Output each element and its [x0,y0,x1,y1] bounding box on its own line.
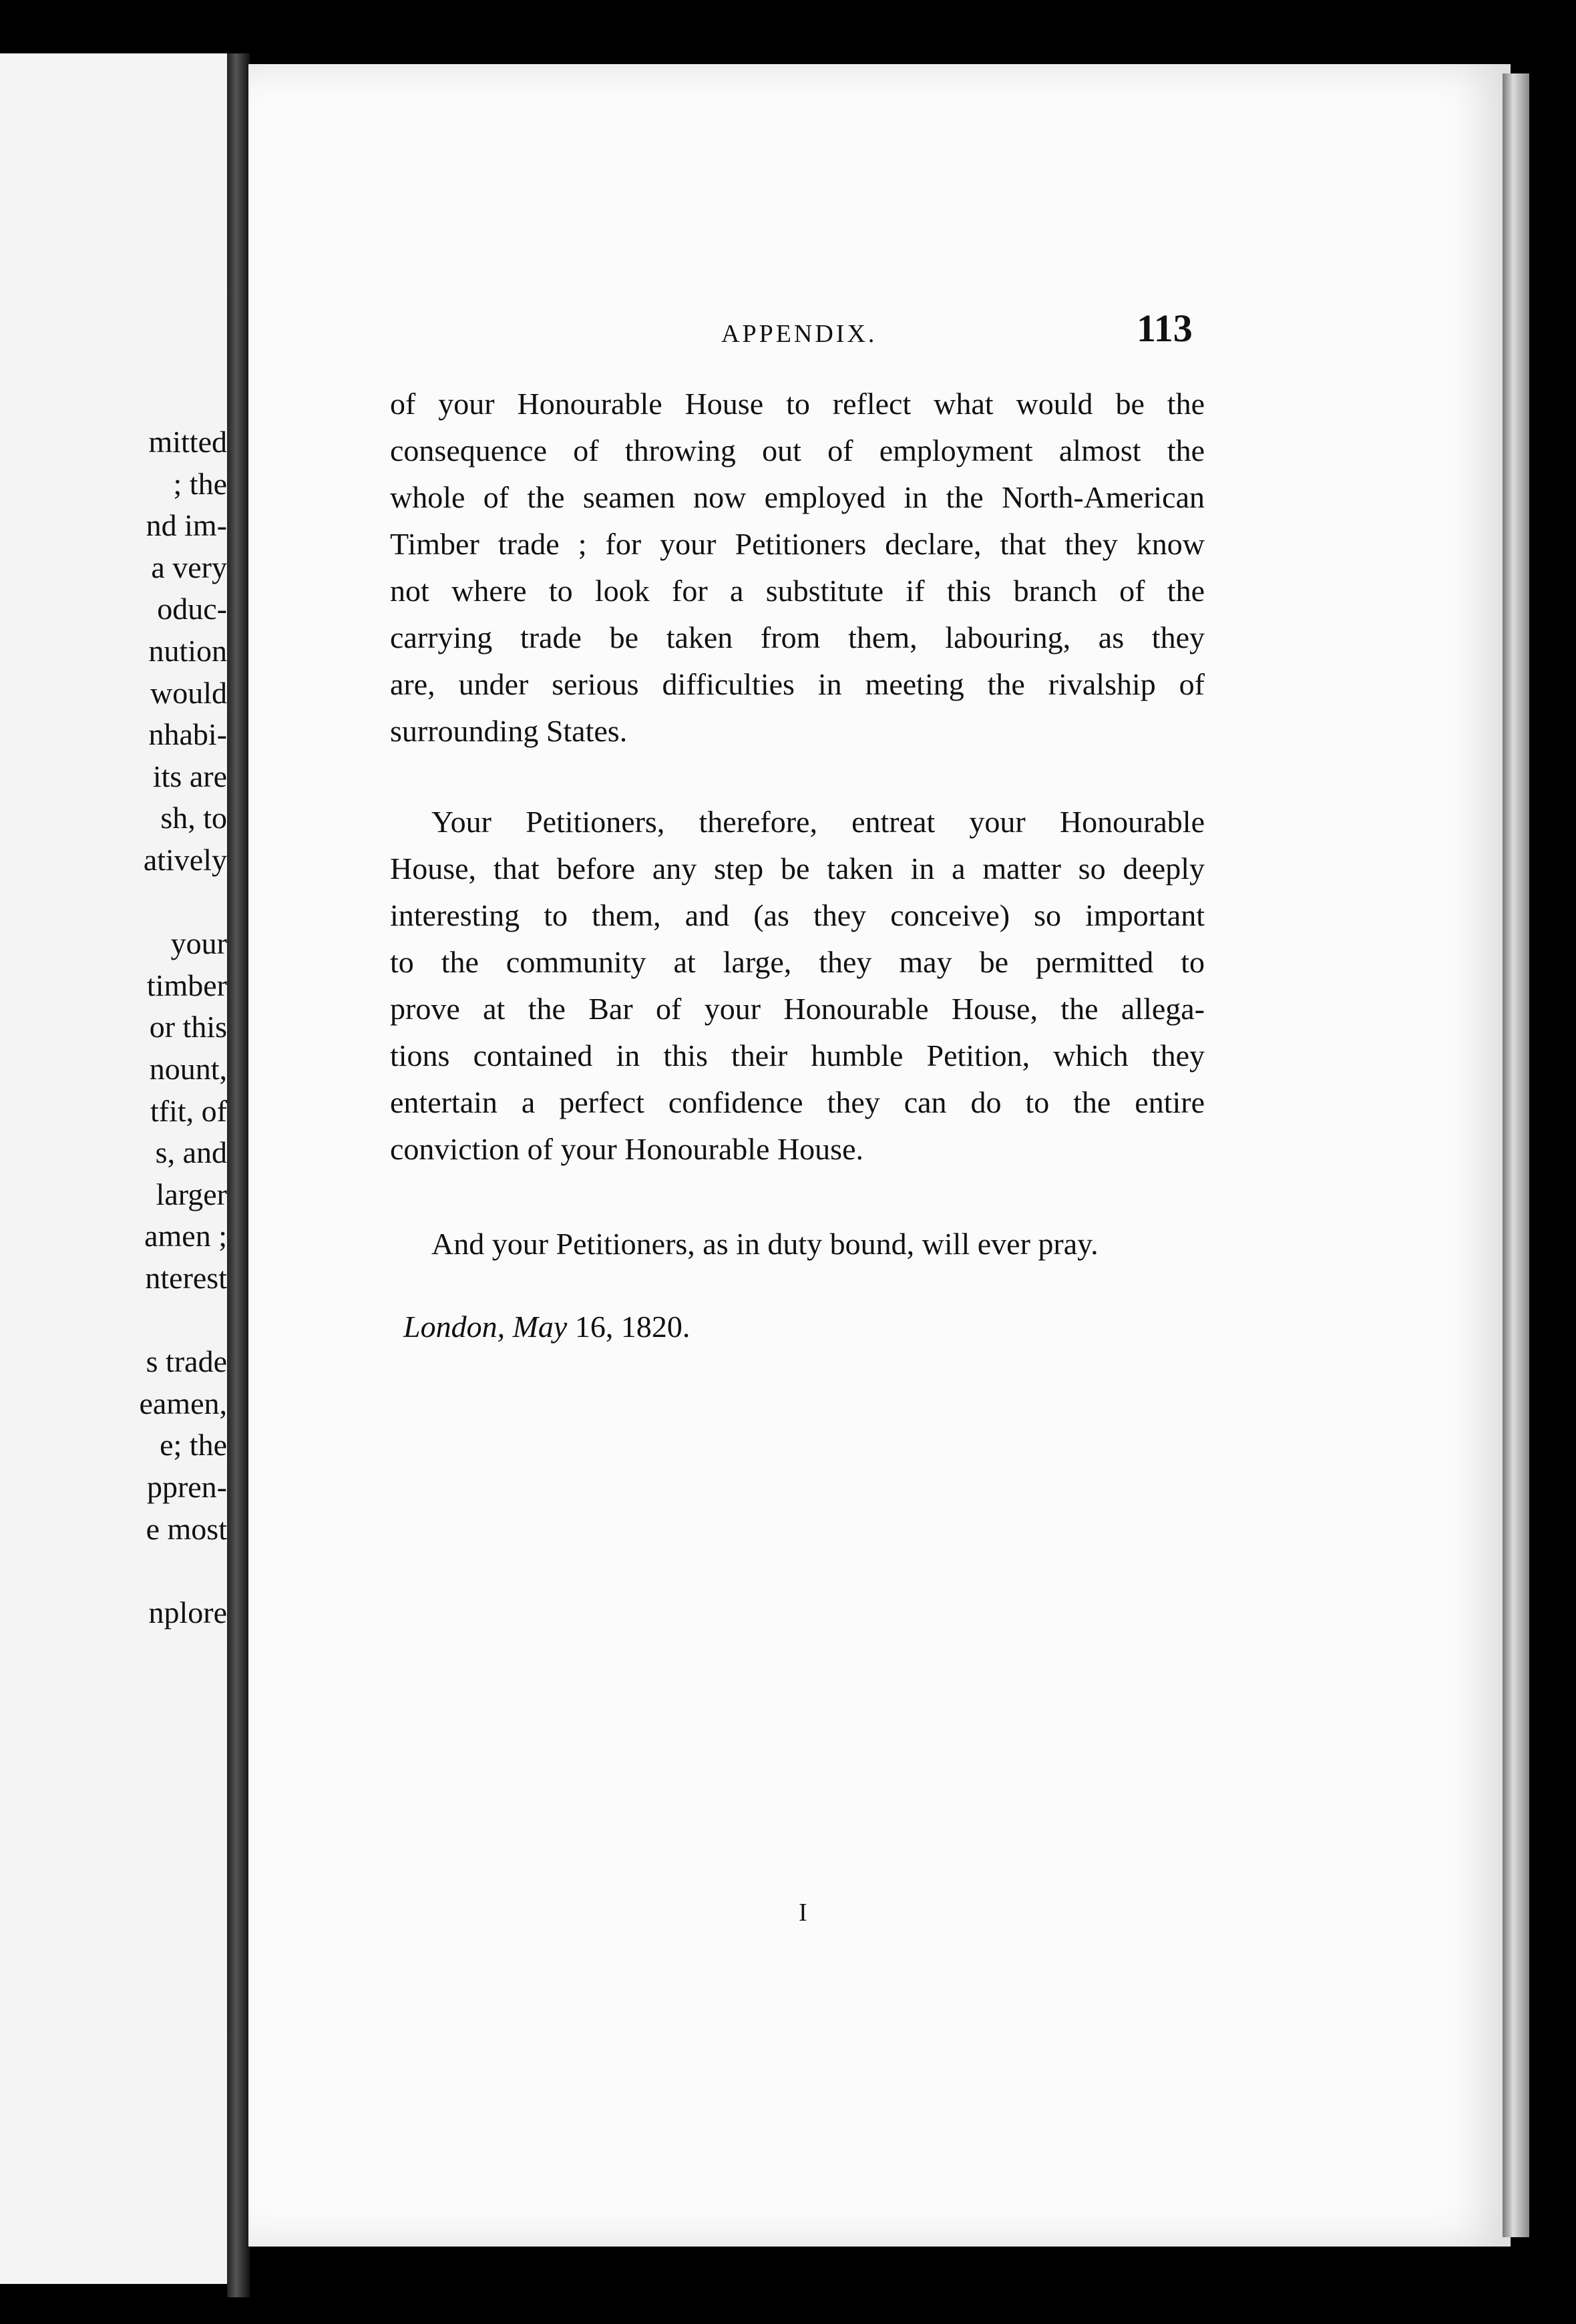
left-page-line: eamen, [139,1386,227,1420]
text-line: of your Honourable House to reflect what would be the [390,387,1205,421]
signature-mark: I [799,1899,807,1927]
left-page-line: nd im- [146,508,227,543]
left-page-line: nount, [149,1052,227,1086]
left-page-line: or this [149,1010,227,1044]
text-line: Your Petitioners, therefore, entreat your Honourable [431,805,1205,839]
left-page-line: tfit, of [150,1093,227,1128]
text-line: tions contained in this their humble Petition, which they [390,1038,1205,1073]
paragraph-3 [390,1221,1205,1268]
text-line: consequence of throwing out of employment almost the [390,433,1205,467]
left-page-line: larger [156,1177,227,1211]
left-page-line: oduc- [157,592,227,626]
left-page-line: nplore [148,1595,227,1629]
signature-month: May [512,1310,568,1344]
left-page-line: mitted [148,425,227,459]
text-line: carrying trade be taken from them, labouring, as they [390,620,1205,654]
left-page-line: nution [148,634,227,668]
text-line: And your Petitioners, as in duty bound, will ever pray. [431,1227,1099,1261]
text-line: entertain a perfect confidence they can do to the entire [390,1085,1205,1119]
left-page-line: a very [151,550,227,584]
running-head: APPENDIX. [721,320,877,348]
book-gutter [227,53,250,2297]
signature-dateline [403,1309,690,1344]
text-line: conviction of your Honourable House. [390,1132,864,1166]
left-page-fragment [0,53,234,2284]
left-page-line: e; the [160,1428,227,1463]
text-line: Timber trade ; for your Petitioners declare, that they know [390,527,1205,561]
signature-date: 16, 1820. [574,1310,691,1344]
text-line: surrounding States. [390,714,628,748]
page-edge [1503,73,1529,2237]
left-page-line: ; the [173,466,227,501]
left-page-line: ppren- [146,1470,227,1504]
left-page-line: amen ; [144,1219,227,1253]
left-page-line: would [150,675,227,710]
text-line: to the community at large, they may be permitted to [390,945,1205,979]
text-line: not where to look for a substitute if this branch of the [390,574,1205,608]
left-page-line: your [170,926,227,961]
text-line: interesting to them, and (as they conceive) so important [390,898,1205,932]
left-page-line: nterest [145,1261,227,1295]
text-line: House, that before any step be taken in a matter so deeply [390,851,1205,886]
left-page-line: sh, to [160,801,227,835]
left-page-line: nhabi- [148,717,227,752]
left-page-line: e most [146,1511,227,1546]
left-page-line: s trade [146,1344,227,1379]
left-page-line: its are [152,759,227,793]
left-page-line: s, and [155,1135,227,1170]
paragraph-2 [390,799,1205,1173]
text-line: are, under serious difficulties in meeting the rivalship of [390,667,1205,701]
left-page-line: timber [146,968,227,1002]
page-number: 113 [1137,307,1193,350]
petition-text [390,381,1205,1268]
paragraph-1 [390,381,1205,755]
text-line: prove at the Bar of your Honourable House, the allega- [390,992,1205,1026]
text-line: whole of the seamen now employed in the North-American [390,480,1205,514]
signature-place: London, [403,1310,506,1344]
left-page-line: atively [143,843,227,877]
